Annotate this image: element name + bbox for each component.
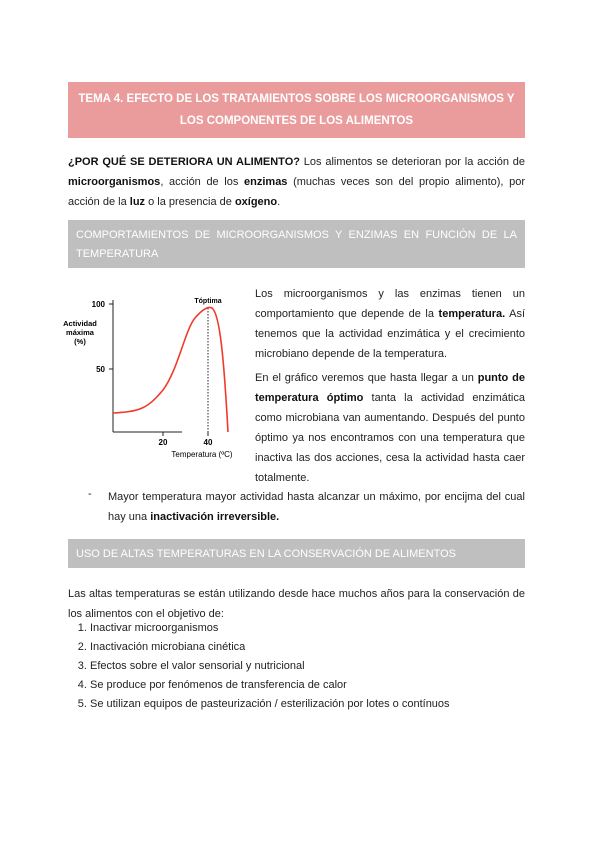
section-heading-high-temperatures: USO DE ALTAS TEMPERATURAS EN LA CONSERVACIÓN DE ALIMENTOS xyxy=(68,539,525,568)
activity-temperature-figure xyxy=(60,290,250,460)
paragraph-high-temperatures: Las altas temperaturas se están utilizando desde hace muchos años para la conservación de los alimentos con el objetivo de: xyxy=(68,588,525,620)
text: Los microorganismos y las enzimas tienen un comportamiento que depende de la xyxy=(255,288,525,320)
optimum-label: Tóptima xyxy=(194,298,222,305)
text: En el gráfico veremos que hasta llegar a un xyxy=(255,372,478,384)
y-axis-label: Actividad xyxy=(63,319,97,328)
text: . xyxy=(277,196,281,208)
list-item: 3. Efectos sobre el valor sensorial y nutricional xyxy=(90,657,525,676)
intro-paragraph xyxy=(68,152,525,212)
bold-text: punto de temperatura óptimo xyxy=(255,372,525,404)
bold-text: luz xyxy=(129,196,146,208)
bold-text: enzimas xyxy=(244,176,288,188)
intro-question: ¿POR QUÉ SE DETERIORA UN ALIMENTO? xyxy=(68,156,300,168)
bold-text: temperatura. xyxy=(438,308,506,320)
y-tick-100: 100 xyxy=(91,300,105,309)
x-axis-label: Temperatura (ºC) xyxy=(171,450,233,459)
y-axis-label: máxima xyxy=(66,328,94,337)
activity-curve xyxy=(113,307,228,432)
bold-text: inactivación irreversible. xyxy=(150,511,280,523)
page-title: TEMA 4. EFECTO DE LOS TRATAMIENTOS SOBRE LOS MICROORGANISMOS Y LOS COMPONENTES DE LOS ALIMENTOS xyxy=(68,82,525,138)
text: Mayor temperatura mayor actividad hasta alcanzar un máximo, por encijma del cual hay una xyxy=(108,491,525,523)
objectives-list xyxy=(68,619,525,714)
text: tanta la actividad enzimática como microbiana van aumentando. Después del punto óptimo ya nos encontramos con una temperatura que inactiva las dos acciones, cesa la actividad hasta caer totalmente. xyxy=(255,392,525,484)
text: (muchas veces son del propio alimento), por acción de la xyxy=(68,176,525,208)
x-tick-40: 40 xyxy=(203,438,213,447)
section-heading-temperature: COMPORTAMIENTOS DE MICROORGANISMOS Y ENZIMAS EN FUNCIÓN DE LA TEMPERATURA xyxy=(68,220,525,268)
x-tick-20: 20 xyxy=(158,438,168,447)
y-axis-label: (%) xyxy=(74,337,86,346)
text: , acción de los xyxy=(160,176,245,188)
list-item: 5. Se utilizan equipos de pasteurización / esterilización por lotes o contínuos xyxy=(90,695,525,714)
bold-text: microorganismos xyxy=(68,176,161,188)
paragraph-behaviour xyxy=(255,284,525,364)
bullet-item xyxy=(108,487,525,527)
list-item: 4. Se produce por fenómenos de transferencia de calor xyxy=(90,676,525,695)
y-tick-50: 50 xyxy=(96,365,105,374)
text: Así tenemos que la actividad enzimática y el crecimiento microbiano depende de la temperatura. xyxy=(255,308,526,360)
paragraph-graph xyxy=(255,368,525,488)
bold-text: oxígeno xyxy=(234,196,278,208)
list-item: 2. Inactivación microbiana cinética xyxy=(90,638,525,657)
list-item: 1. Inactivar microorganismos xyxy=(90,619,525,638)
bullet-dash: - xyxy=(88,488,92,500)
text: o la presencia de xyxy=(145,196,235,208)
text: Los alimentos se deterioran por la acción de xyxy=(299,156,525,168)
